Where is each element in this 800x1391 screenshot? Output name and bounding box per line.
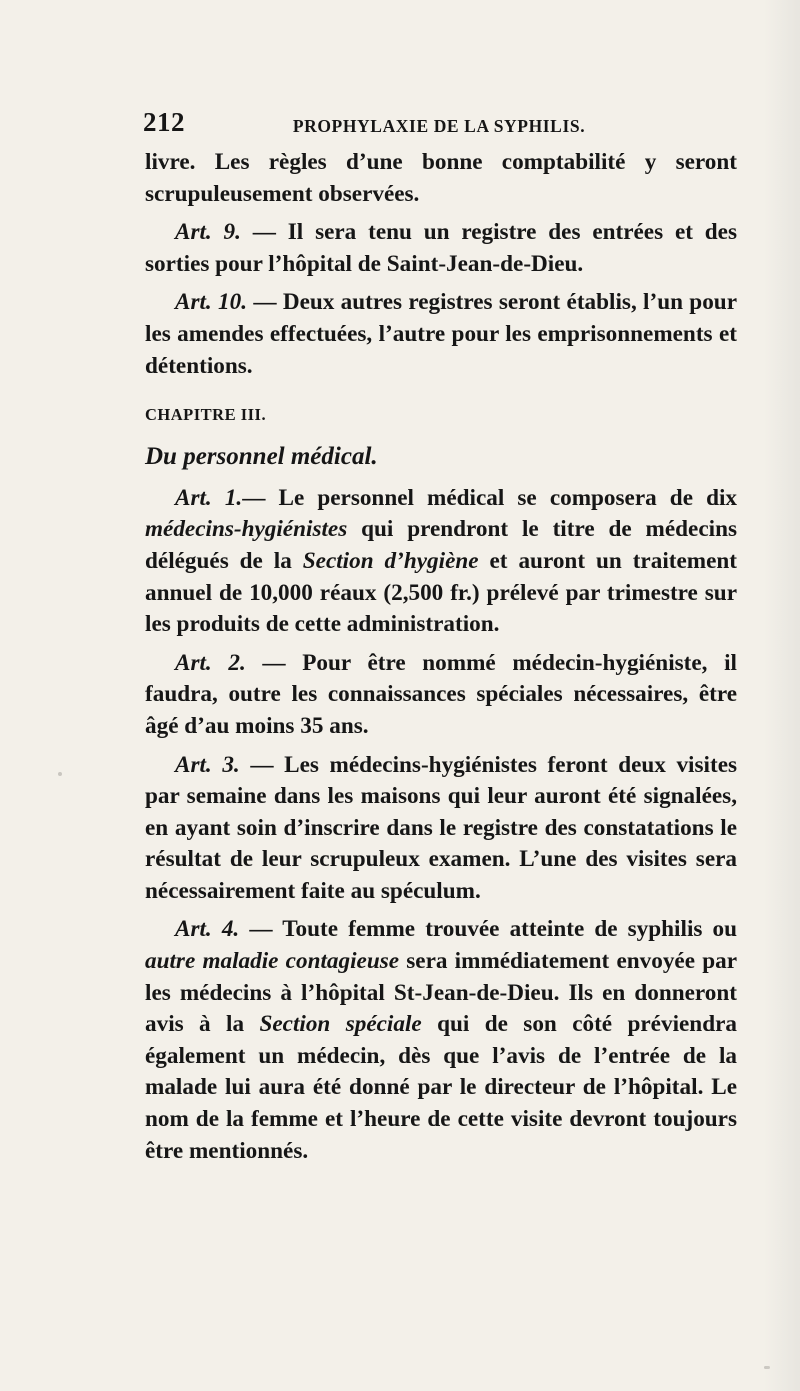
article-text: qui de son côté préviendra également un médecin, dès que l’avis de l’entrée de la malade lui aura été donné par le directeur de l’hôpital. Le nom de la femme et l’heure de cette visite devront toujours être mentionnés.: [145, 1011, 737, 1164]
paragraph-article-2: [145, 648, 737, 743]
page-header: [143, 107, 735, 147]
chapter-heading: CHAPITRE III.: [145, 405, 267, 425]
emphasis-text: Section d’hygiène: [302, 547, 479, 574]
article-label: Art. 4.: [175, 916, 240, 943]
paragraph-art-9: [145, 217, 737, 280]
emphasis-text: Section spéciale: [259, 1011, 422, 1038]
article-text: — Les médecins-hygiénistes feront deux visites par semaine dans les maisons qui leur auront été signalées, en ayant soin d’inscrire dans le registre des constatations le résultat de leur scrupuleux examen. L’une des visites sera nécessairement faite au spéculum.: [145, 751, 738, 904]
article-text: — Il sera tenu un registre des entrées et des sorties pour l’hôpital de Saint-Jean-de-Dieu.: [145, 219, 737, 277]
body-text: [145, 147, 737, 1167]
article-label: Art. 1.: [175, 484, 243, 511]
article-label: Art. 3.: [175, 751, 240, 778]
paragraph-article-4: [145, 914, 737, 1167]
article-label: Art. 2.: [175, 649, 246, 676]
article-text: sera immédiatement envoyée par les médecins à l’hôpital St-Jean-de-Dieu. Ils en donneront avis à la: [145, 948, 737, 1038]
article-text: — Le personnel médical se composera de dix: [242, 484, 737, 511]
article-label: Art. 9.: [175, 219, 241, 246]
article-text: — Pour être nommé médecin-hygiéniste, il faudra, outre les connaissances spéciales nécessaires, être âgé d’au moins 35 ans.: [145, 649, 738, 739]
article-text: — Toute femme trouvée atteinte de syphilis ou: [239, 916, 738, 943]
page-number: 212: [143, 107, 185, 137]
emphasis-text: médecins-hygiénistes: [145, 516, 348, 543]
paragraph-art-10: [145, 287, 737, 382]
paragraph-article-1: [145, 483, 737, 641]
article-text: qui prendront le titre de médecins délégués de la: [145, 516, 737, 574]
running-title: PROPHYLAXIE DE LA SYPHILIS.: [292, 116, 586, 136]
article-text: — Deux autres registres seront établis, l’un pour les amendes effectuées, l’autre pour les emprisonnements et détentions.: [145, 289, 737, 379]
paper-speck: [764, 1366, 770, 1369]
emphasis-text: autre maladie contagieuse: [145, 948, 400, 975]
article-text: et auront un traitement annuel de 10,000 réaux (2,500 fr.) prélevé par trimestre sur les produits de cette administration.: [145, 547, 737, 638]
paragraph-intro: livre. Les règles d’une bonne comptabilité y seront scrupuleusement observées.: [145, 149, 737, 207]
article-label: Art. 10.: [175, 289, 248, 316]
paper-speck: [58, 772, 62, 776]
paragraph-article-3: [145, 750, 737, 908]
chapter-title: Du personnel médical.: [145, 443, 378, 471]
